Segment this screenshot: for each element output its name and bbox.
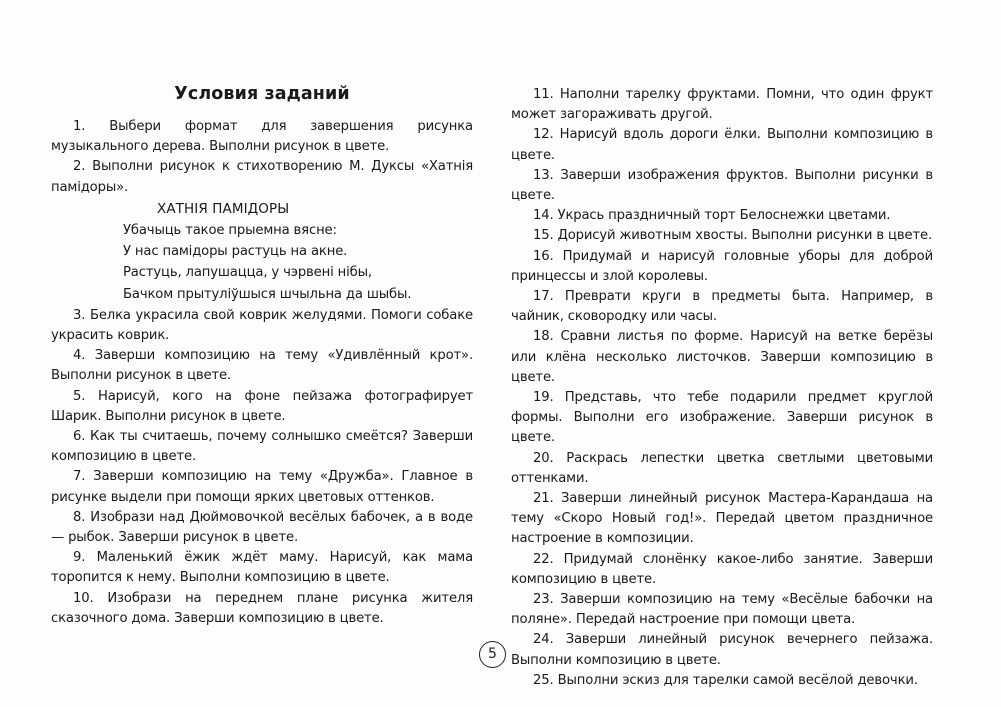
task-item: 16. Придумай и нарисуй головные уборы для доброй принцессы и злой королевы. [511,248,933,284]
task-item: 11. Наполни тарелку фруктами. Помни, что один фрукт может загораживать другой. [511,87,933,123]
task-item: 6. Как ты считаешь, почему солнышко смеётся? Заверши композицию в цвете. [51,429,473,465]
poem-line: Убачыць такое прыемна вясне: [123,223,337,239]
task-item: 13. Заверши изображения фруктов. Выполни рисунки в цвете. [511,167,933,204]
task-item: 19. Представь, что тебе подарили предмет круглой формы. Выполни его изображение. Заверши рисунок в цвете. [511,390,933,446]
task-item: 8. Изобрази над Дюймовочкой весёлых бабочек, а в воде — рыбок. Заверши рисунок в цвете. [51,509,473,546]
task-item: 23. Заверши композицию на тему «Весёлые бабочки на поляне». Передай настроение при помощи цвета. [511,592,933,628]
task-item: 5. Нарисуй, кого на фоне пейзажа фотографирует Шарик. Выполни рисунок в цвете. [51,388,473,424]
task-item: 2. Выполни рисунок к стихотворению М. Дуксы «Хатнія памідоры». [51,159,473,195]
poem-line: У нас памідоры растуць на акне. [123,244,348,260]
page-title: Условия заданий [174,84,350,104]
task-item: 24. Заверши линейный рисунок вечернего пейзажа. Выполни композицию в цвете. [511,632,933,668]
poem-line: Растуць, лапушацца, у чэрвені нібы, [123,265,372,281]
task-item: 1. Выбери формат для завершения рисунка музыкального дерева. Выполни рисунок в цвете. [51,119,473,155]
task-item: 14. Укрась праздничный торт Белоснежки цветами. [533,208,891,224]
task-item: 20. Раскрась лепестки цветка светлыми цветовыми оттенками. [511,450,933,486]
task-item: 18. Сравни листья по форме. Нарисуй на ветке берёзы или клёна несколько листочков. Заверши композицию в цвете. [511,329,933,385]
task-item: 15. Дорисуй животным хвосты. Выполни рисунки в цвете. [533,228,932,244]
page-number-badge: 5 [479,641,506,668]
task-item: 25. Выполни эскиз для тарелки самой весёлой девочки. [533,672,918,688]
poem-title: ХАТНІЯ ПАМІДОРЫ [157,200,290,217]
poem-block [123,199,473,305]
task-item: 7. Заверши композицию на тему «Дружба». Главное в рисунке выдели при помощи ярких цветовых оттенков. [51,469,473,505]
left-column [51,117,473,629]
task-item: 12. Нарисуй вдоль дороги ёлки. Выполни композицию в цвете. [511,127,933,163]
task-item: 22. Придумай слонёнку какое-либо занятие. Заверши композицию в цвете. [511,551,933,587]
task-item: 17. Преврати круги в предметы быта. Например, в чайник, сковородку или часы. [511,289,933,325]
task-item: 10. Изобрази на переднем плане рисунка жителя сказочного дома. Заверши композицию в цвете. [51,590,473,626]
task-item: 21. Заверши линейный рисунок Мастера-Карандаша на тему «Скоро Новый год!». Передай цветом праздничное настроение в композиции. [511,491,933,547]
right-column [511,85,933,691]
poem-line: Бачком прытуліўшыся шчыльна да шыбы. [123,286,412,302]
task-item: 3. Белка украсила свой коврик желудями. Помоги собаке украсить коврик. [51,307,473,344]
task-item: 4. Заверши композицию на тему «Удивлённый крот». Выполни рисунок в цвете. [51,348,473,384]
task-item: 9. Маленький ёжик ждёт маму. Нарисуй, как мама торопится к нему. Выполни композицию в цвете. [51,550,473,586]
